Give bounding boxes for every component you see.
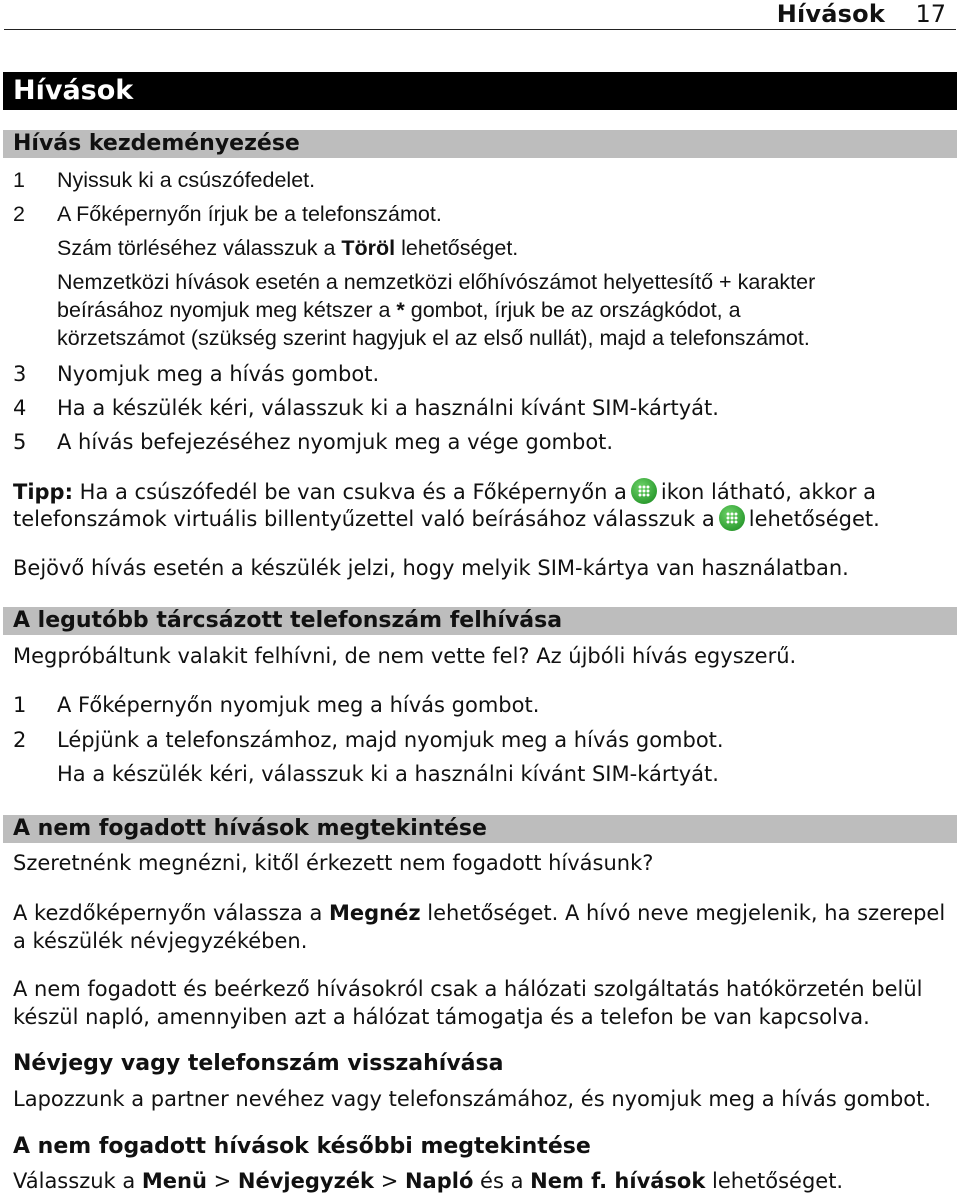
step-number: 3	[13, 362, 27, 386]
step-text: A hívás befejezéséhez nyomjuk meg a vége gombot.	[57, 430, 614, 454]
header-rule	[4, 29, 956, 30]
page-header	[0, 0, 960, 28]
tip-line1: Tipp: Ha a csúszófedél be van csukva és a Főképernyőn a ikon látható, akkor a	[13, 480, 877, 504]
menu-path-item: Névjegyzék	[237, 1169, 375, 1193]
redial-intro: Megpróbáltunk valakit felhívni, de nem vette fel? Az újbóli hívás egyszerű.	[13, 644, 797, 668]
missed-p1-line2: a készülék névjegyzékében.	[13, 929, 308, 953]
menu-path-item: Napló	[404, 1169, 474, 1193]
step-text: Nyissuk ki a csúszófedelet.	[57, 168, 316, 192]
missed-p2-line1: A nem fogadott és beérkező hívásokról csak a hálózati szolgáltatás hatókörzetén belül	[13, 977, 923, 1001]
step-number: 4	[13, 396, 27, 420]
section-heading-missed-calls: A nem fogadott hívások megtekintése	[3, 815, 957, 843]
call-back-text: Lapozzunk a partner nevéhez vagy telefonszámához, és nyomjuk meg a hívás gombot.	[13, 1087, 932, 1111]
missed-p1-line1: A kezdőképernyőn válassza a Megnéz lehetőséget. A hívó neve megjelenik, ha szerepel	[13, 901, 946, 925]
keypad-icon	[631, 478, 657, 504]
keypad-icon	[719, 505, 745, 531]
section-heading-making-call: Hívás kezdeményezése	[3, 130, 957, 158]
step-number: 2	[13, 728, 27, 752]
tip-line2: telefonszámok virtuális billentyűzettel való beírásához válasszuk a lehetőséget.	[13, 507, 880, 531]
missed-p2-line2: készül napló, amennyiben azt a hálózat támogatja és a telefon be van kapcsolva.	[13, 1005, 870, 1029]
menu-path: Válasszuk a Menü > Névjegyzék > Napló és a Nem f. hívások lehetőséget.	[13, 1169, 844, 1193]
chapter-title: Hívások	[3, 72, 957, 110]
step-text: A Főképernyőn nyomjuk meg a hívás gombot.	[57, 693, 540, 717]
tip-label: Tipp:	[13, 480, 73, 504]
sim-note: Ha a készülék kéri, válasszuk ki a használni kívánt SIM-kártyát.	[57, 762, 719, 786]
delete-option: Töröl	[341, 236, 396, 260]
step-text: Ha a készülék kéri, válasszuk ki a használni kívánt SIM-kártyát.	[57, 396, 719, 420]
incoming-call-note: Bejövő hívás esetén a készülék jelzi, hogy melyik SIM-kártya van használatban.	[13, 556, 849, 580]
step-number: 5	[13, 430, 27, 454]
step-number: 1	[13, 693, 27, 717]
running-title: Hívások	[776, 0, 885, 28]
missed-intro: Szeretnénk megnézni, kitől érkezett nem fogadott hívásunk?	[13, 851, 654, 875]
page-number: 17	[915, 0, 946, 28]
delete-note: Szám törléséhez válasszuk a Töröl lehetőséget.	[57, 236, 519, 260]
step-number: 2	[13, 202, 25, 226]
intl-note-line2: beírásához nyomjuk meg kétszer a * gombot, írjuk be az országkódot, a	[57, 298, 741, 322]
menu-path-item: Menü	[141, 1169, 207, 1193]
view-option: Megnéz	[328, 901, 421, 925]
intl-note-line1: Nemzetközi hívások esetén a nemzetközi előhívószámot helyettesítő + karakter	[57, 270, 816, 294]
section-heading-redial: A legutóbb tárcsázott telefonszám felhívása	[3, 607, 957, 635]
subheading-call-back: Névjegy vagy telefonszám visszahívása	[13, 1051, 504, 1076]
step-text: Nyomjuk meg a hívás gombot.	[57, 362, 380, 386]
step-text: Lépjünk a telefonszámhoz, majd nyomjuk meg a hívás gombot.	[57, 728, 724, 752]
step-number: 1	[13, 168, 25, 192]
subheading-view-later: A nem fogadott hívások későbbi megtekintése	[13, 1134, 591, 1159]
intl-note-line3: körzetszámot (szükség szerint hagyjuk el az első nullát), majd a telefonszámot.	[57, 326, 810, 350]
step-text: A Főképernyőn írjuk be a telefonszámot.	[57, 202, 442, 226]
menu-path-item: Nem f. hívások	[530, 1169, 706, 1193]
